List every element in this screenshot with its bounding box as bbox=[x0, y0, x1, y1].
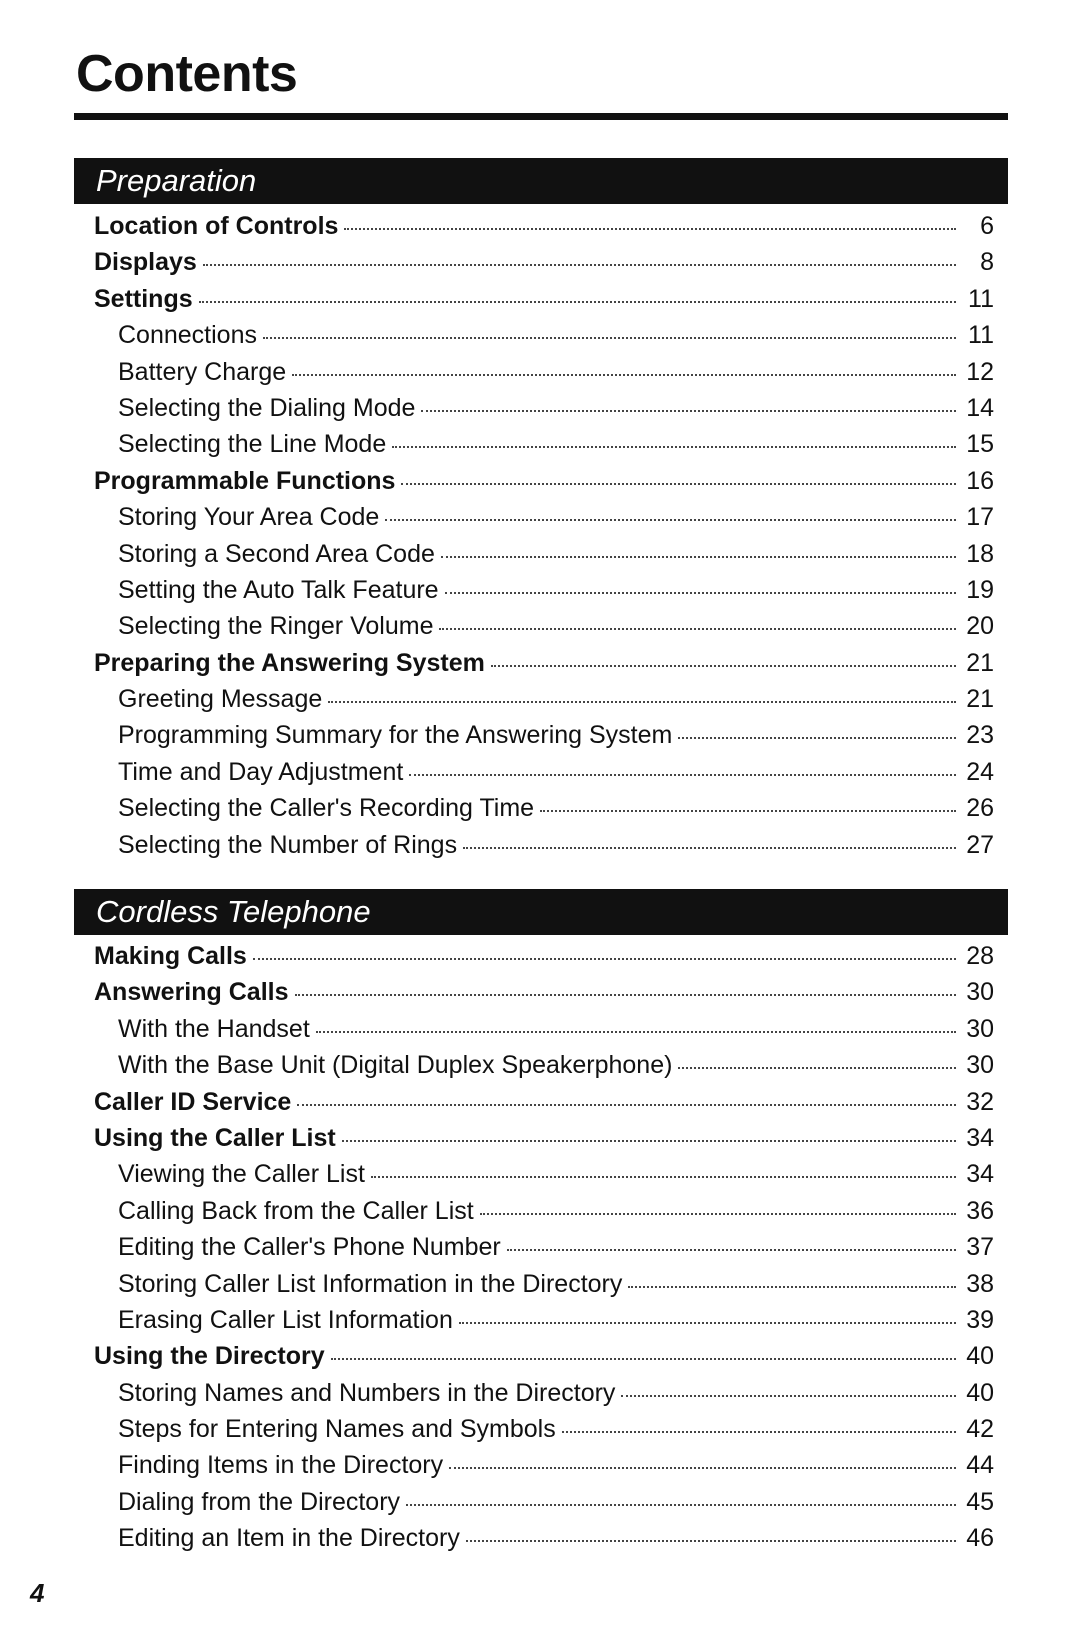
toc-entry[interactable] bbox=[94, 1051, 994, 1087]
toc-entry-label: Steps for Entering Names and Symbols bbox=[118, 1415, 556, 1444]
toc-entry[interactable] bbox=[94, 394, 994, 430]
toc-entry-page: 46 bbox=[966, 1524, 994, 1553]
toc-entry-page: 42 bbox=[966, 1415, 994, 1444]
toc-entry-page: 14 bbox=[966, 393, 994, 422]
dot-leader bbox=[401, 483, 956, 485]
toc-entry-label: Editing the Caller's Phone Number bbox=[118, 1233, 501, 1262]
toc-list-preparation bbox=[94, 212, 994, 867]
section-heading-cordless-telephone: Cordless Telephone bbox=[74, 889, 1008, 935]
dot-leader bbox=[445, 592, 956, 594]
toc-entry-page: 12 bbox=[966, 357, 994, 386]
toc-entry[interactable] bbox=[94, 1342, 994, 1378]
toc-entry-label: Battery Charge bbox=[118, 357, 287, 386]
toc-entry[interactable] bbox=[94, 212, 994, 248]
toc-entry[interactable] bbox=[94, 1270, 994, 1306]
toc-entry-label: Caller ID Service bbox=[94, 1087, 292, 1116]
toc-entry[interactable] bbox=[94, 978, 994, 1014]
toc-entry-page: 8 bbox=[980, 248, 994, 277]
toc-entry-page: 40 bbox=[966, 1342, 994, 1371]
page-title: Contents bbox=[76, 45, 298, 103]
toc-entry[interactable] bbox=[94, 721, 994, 757]
toc-entry[interactable] bbox=[94, 1524, 994, 1560]
toc-entry-label: Preparing the Answering System bbox=[94, 648, 485, 677]
toc-entry-label: Location of Controls bbox=[94, 212, 339, 240]
toc-entry-page: 23 bbox=[966, 721, 994, 750]
dot-leader bbox=[328, 701, 956, 703]
dot-leader bbox=[253, 958, 956, 960]
toc-entry-page: 6 bbox=[980, 212, 994, 240]
toc-entry[interactable] bbox=[94, 1015, 994, 1051]
toc-entry[interactable] bbox=[94, 831, 994, 867]
section-heading-preparation: Preparation bbox=[74, 158, 1008, 204]
toc-entry-label: With the Base Unit (Digital Duplex Speakerphone) bbox=[118, 1051, 673, 1080]
toc-entry-label: Editing an Item in the Directory bbox=[118, 1524, 460, 1553]
dot-leader bbox=[263, 337, 956, 339]
toc-entry-label: Answering Calls bbox=[94, 978, 289, 1007]
toc-entry[interactable] bbox=[94, 649, 994, 685]
dot-leader bbox=[466, 1540, 956, 1542]
toc-entry-page: 24 bbox=[966, 757, 994, 786]
toc-entry[interactable] bbox=[94, 1379, 994, 1415]
dot-leader bbox=[678, 1067, 956, 1069]
toc-entry[interactable] bbox=[94, 1197, 994, 1233]
toc-entry[interactable] bbox=[94, 612, 994, 648]
toc-entry[interactable] bbox=[94, 285, 994, 321]
toc-entry-label: Viewing the Caller List bbox=[118, 1160, 365, 1189]
toc-entry[interactable] bbox=[94, 942, 994, 978]
toc-entry-label: Storing Your Area Code bbox=[118, 503, 380, 532]
dot-leader bbox=[316, 1031, 956, 1033]
toc-entry-label: Selecting the Dialing Mode bbox=[118, 393, 416, 422]
toc-entry-label: Selecting the Caller's Recording Time bbox=[118, 794, 535, 823]
toc-entry-label: Using the Caller List bbox=[94, 1123, 336, 1152]
dot-leader bbox=[439, 628, 956, 630]
toc-entry-label: Erasing Caller List Information bbox=[118, 1305, 453, 1334]
toc-entry-page: 17 bbox=[966, 503, 994, 532]
dot-leader bbox=[480, 1213, 956, 1215]
dot-leader bbox=[409, 774, 956, 776]
toc-entry[interactable] bbox=[94, 467, 994, 503]
toc-entry[interactable] bbox=[94, 321, 994, 357]
toc-entry-label: Dialing from the Directory bbox=[118, 1487, 401, 1516]
dot-leader bbox=[421, 410, 956, 412]
dot-leader bbox=[678, 737, 956, 739]
toc-entry-label: With the Handset bbox=[118, 1014, 310, 1043]
dot-leader bbox=[441, 556, 956, 558]
toc-entry[interactable] bbox=[94, 1233, 994, 1269]
toc-entry-page: 19 bbox=[966, 575, 994, 604]
toc-entry-page: 34 bbox=[966, 1123, 994, 1152]
dot-leader bbox=[449, 1467, 956, 1469]
toc-entry-label: Programming Summary for the Answering System bbox=[118, 721, 673, 750]
toc-entry-page: 36 bbox=[966, 1196, 994, 1225]
toc-list-cordless-telephone bbox=[94, 942, 994, 1561]
toc-entry[interactable] bbox=[94, 358, 994, 394]
dot-leader bbox=[621, 1395, 956, 1397]
toc-entry[interactable] bbox=[94, 540, 994, 576]
toc-entry-page: 20 bbox=[966, 612, 994, 641]
dot-leader bbox=[491, 665, 956, 667]
toc-entry-page: 30 bbox=[966, 1051, 994, 1080]
toc-entry-page: 34 bbox=[966, 1160, 994, 1189]
toc-entry[interactable] bbox=[94, 1488, 994, 1524]
dot-leader bbox=[295, 994, 957, 996]
toc-entry-page: 26 bbox=[966, 794, 994, 823]
dot-leader bbox=[292, 374, 956, 376]
toc-entry-label: Time and Day Adjustment bbox=[118, 757, 404, 786]
dot-leader bbox=[331, 1358, 956, 1360]
dot-leader bbox=[392, 446, 956, 448]
toc-entry-label: Greeting Message bbox=[118, 685, 323, 714]
toc-entry-page: 32 bbox=[966, 1087, 994, 1116]
dot-leader bbox=[342, 1140, 956, 1142]
toc-entry[interactable] bbox=[94, 576, 994, 612]
toc-entry[interactable] bbox=[94, 430, 994, 466]
toc-entry[interactable] bbox=[94, 685, 994, 721]
toc-entry-label: Displays bbox=[94, 248, 197, 277]
toc-entry-page: 21 bbox=[966, 648, 994, 677]
toc-entry-page: 37 bbox=[966, 1233, 994, 1262]
toc-entry[interactable] bbox=[94, 1451, 994, 1487]
toc-entry-label: Selecting the Line Mode bbox=[118, 430, 387, 459]
toc-entry-page: 21 bbox=[966, 685, 994, 714]
dot-leader bbox=[459, 1322, 956, 1324]
toc-entry-label: Calling Back from the Caller List bbox=[118, 1196, 474, 1225]
toc-entry-page: 44 bbox=[966, 1451, 994, 1480]
toc-entry-label: Using the Directory bbox=[94, 1342, 325, 1371]
toc-entry-label: Selecting the Ringer Volume bbox=[118, 612, 434, 641]
toc-entry[interactable] bbox=[94, 758, 994, 794]
toc-entry-page: 27 bbox=[966, 830, 994, 859]
toc-entry-page: 30 bbox=[966, 978, 994, 1007]
toc-entry-label: Settings bbox=[94, 284, 193, 313]
toc-entry-page: 18 bbox=[966, 539, 994, 568]
toc-entry-label: Selecting the Number of Rings bbox=[118, 830, 458, 859]
toc-entry-page: 11 bbox=[968, 321, 994, 350]
toc-entry-page: 30 bbox=[966, 1014, 994, 1043]
toc-entry[interactable] bbox=[94, 1124, 994, 1160]
toc-entry[interactable] bbox=[94, 1160, 994, 1196]
toc-entry-page: 38 bbox=[966, 1269, 994, 1298]
dot-leader bbox=[562, 1431, 956, 1433]
toc-entry-label: Storing Caller List Information in the Directory bbox=[118, 1269, 623, 1298]
dot-leader bbox=[371, 1176, 956, 1178]
toc-entry-page: 28 bbox=[966, 942, 994, 970]
toc-entry-label: Finding Items in the Directory bbox=[118, 1451, 444, 1480]
dot-leader bbox=[344, 228, 956, 230]
toc-entry-page: 40 bbox=[966, 1378, 994, 1407]
toc-entry-label: Setting the Auto Talk Feature bbox=[118, 575, 439, 604]
dot-leader bbox=[406, 1504, 956, 1506]
dot-leader bbox=[297, 1104, 956, 1106]
dot-leader bbox=[385, 519, 956, 521]
toc-entry[interactable] bbox=[94, 1415, 994, 1451]
toc-entry-page: 11 bbox=[968, 284, 994, 313]
toc-entry-page: 16 bbox=[966, 466, 994, 495]
toc-entry[interactable] bbox=[94, 1306, 994, 1342]
dot-leader bbox=[540, 810, 956, 812]
dot-leader bbox=[203, 264, 956, 266]
page-number: 4 bbox=[30, 1578, 45, 1608]
toc-entry-page: 45 bbox=[966, 1487, 994, 1516]
dot-leader bbox=[199, 301, 956, 303]
title-rule bbox=[74, 113, 1008, 120]
toc-entry-page: 39 bbox=[966, 1305, 994, 1334]
toc-entry[interactable] bbox=[94, 1088, 994, 1124]
toc-entry-label: Connections bbox=[118, 321, 257, 350]
dot-leader bbox=[628, 1286, 956, 1288]
dot-leader bbox=[463, 847, 956, 849]
toc-entry-label: Programmable Functions bbox=[94, 466, 396, 495]
toc-entry[interactable] bbox=[94, 248, 994, 284]
dot-leader bbox=[507, 1249, 956, 1251]
toc-entry-page: 15 bbox=[966, 430, 994, 459]
toc-entry[interactable] bbox=[94, 794, 994, 830]
toc-entry[interactable] bbox=[94, 503, 994, 539]
toc-entry-label: Storing Names and Numbers in the Directory bbox=[118, 1378, 616, 1407]
toc-entry-label: Making Calls bbox=[94, 942, 247, 970]
toc-entry-label: Storing a Second Area Code bbox=[118, 539, 435, 568]
